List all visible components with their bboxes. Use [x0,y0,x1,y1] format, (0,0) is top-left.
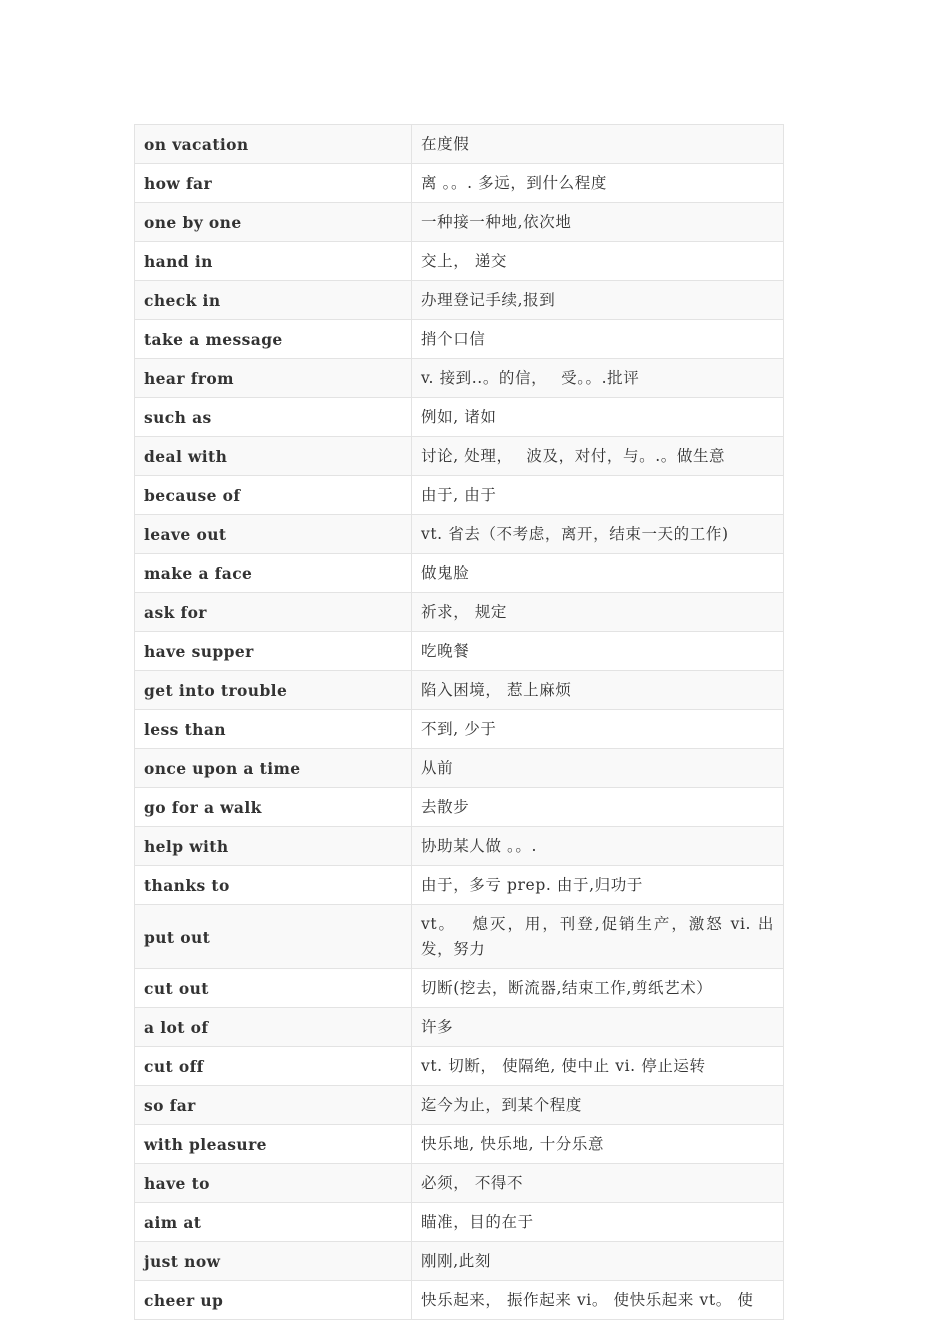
table-row [135,905,784,969]
phrase-meaning: v. 接到..。的信， 受。。.批评 [412,359,784,398]
table-row [135,1164,784,1203]
phrase-meaning: vt。 熄灭，用，刊登,促销生产，激怒 vi. 出发，努力 [412,905,784,969]
phrase-term: cut out [135,969,412,1008]
phrase-meaning: 协助某人做 。。. [412,827,784,866]
phrase-term: take a message [135,320,412,359]
table-row [135,593,784,632]
phrase-term: with pleasure [135,1125,412,1164]
table-row [135,827,784,866]
phrase-meaning: 做鬼脸 [412,554,784,593]
phrase-term: deal with [135,437,412,476]
phrase-term: make a face [135,554,412,593]
phrase-term: less than [135,710,412,749]
phrase-meaning: vt. 切断， 使隔绝, 使中止 vi. 停止运转 [412,1047,784,1086]
table-row [135,1125,784,1164]
phrase-meaning: 交上， 递交 [412,242,784,281]
phrase-term: a lot of [135,1008,412,1047]
phrase-term: go for a walk [135,788,412,827]
phrase-term: help with [135,827,412,866]
phrase-meaning: 由于，多亏 prep. 由于,归功于 [412,866,784,905]
table-row [135,710,784,749]
phrase-meaning: vt. 省去（不考虑，离开，结束一天的工作) [412,515,784,554]
phrase-meaning: 快乐地, 快乐地, 十分乐意 [412,1125,784,1164]
table-row [135,164,784,203]
phrase-meaning: 不到, 少于 [412,710,784,749]
phrase-meaning: 陷入困境， 惹上麻烦 [412,671,784,710]
table-row [135,398,784,437]
table-row [135,671,784,710]
phrase-term: how far [135,164,412,203]
phrase-meaning: 快乐起来， 振作起来 vi。 使快乐起来 vt。 使 [412,1281,784,1320]
phrase-term: because of [135,476,412,515]
phrase-meaning: 必须， 不得不 [412,1164,784,1203]
phrase-meaning: 办理登记手续,报到 [412,281,784,320]
table-row [135,969,784,1008]
phrase-term: aim at [135,1203,412,1242]
phrase-meaning: 在度假 [412,125,784,164]
phrase-term: hear from [135,359,412,398]
phrase-term: cut off [135,1047,412,1086]
table-row [135,476,784,515]
table-row [135,437,784,476]
table-row [135,359,784,398]
table-row [135,749,784,788]
phrase-term: get into trouble [135,671,412,710]
phrase-meaning: 刚刚,此刻 [412,1242,784,1281]
table-row [135,281,784,320]
phrase-term: such as [135,398,412,437]
phrase-term: leave out [135,515,412,554]
phrase-meaning: 吃晚餐 [412,632,784,671]
phrase-term: on vacation [135,125,412,164]
phrase-meaning: 一种接一种地,依次地 [412,203,784,242]
phrase-meaning: 从前 [412,749,784,788]
table-row [135,554,784,593]
phrase-meaning: 许多 [412,1008,784,1047]
phrase-meaning: 瞄准，目的在于 [412,1203,784,1242]
phrase-term: have to [135,1164,412,1203]
table-row [135,515,784,554]
phrase-meaning: 切断(挖去，断流器,结束工作,剪纸艺术） [412,969,784,1008]
phrase-meaning: 离 。。. 多远，到什么程度 [412,164,784,203]
table-row [135,1008,784,1047]
phrase-meaning: 迄今为止，到某个程度 [412,1086,784,1125]
phrase-meaning: 捎个口信 [412,320,784,359]
phrase-term: so far [135,1086,412,1125]
table-row [135,788,784,827]
phrase-term: one by one [135,203,412,242]
phrase-meaning: 由于, 由于 [412,476,784,515]
phrase-meaning: 讨论, 处理， 波及，对付，与。.。做生意 [412,437,784,476]
phrase-term: put out [135,905,412,969]
phrase-table [134,124,784,1320]
phrase-term: once upon a time [135,749,412,788]
phrase-meaning: 祈求， 规定 [412,593,784,632]
table-row [135,1242,784,1281]
table-row [135,1047,784,1086]
table-row [135,866,784,905]
phrase-term: ask for [135,593,412,632]
phrase-term: have supper [135,632,412,671]
phrase-term: just now [135,1242,412,1281]
phrase-meaning: 例如, 诸如 [412,398,784,437]
phrase-term: thanks to [135,866,412,905]
phrase-term: cheer up [135,1281,412,1320]
table-row [135,125,784,164]
table-row [135,1281,784,1320]
phrase-term: check in [135,281,412,320]
table-row [135,242,784,281]
table-row [135,1203,784,1242]
table-row [135,632,784,671]
table-row [135,320,784,359]
phrase-meaning: 去散步 [412,788,784,827]
table-row [135,1086,784,1125]
phrase-table-body [135,125,784,1320]
table-row [135,203,784,242]
phrase-term: hand in [135,242,412,281]
